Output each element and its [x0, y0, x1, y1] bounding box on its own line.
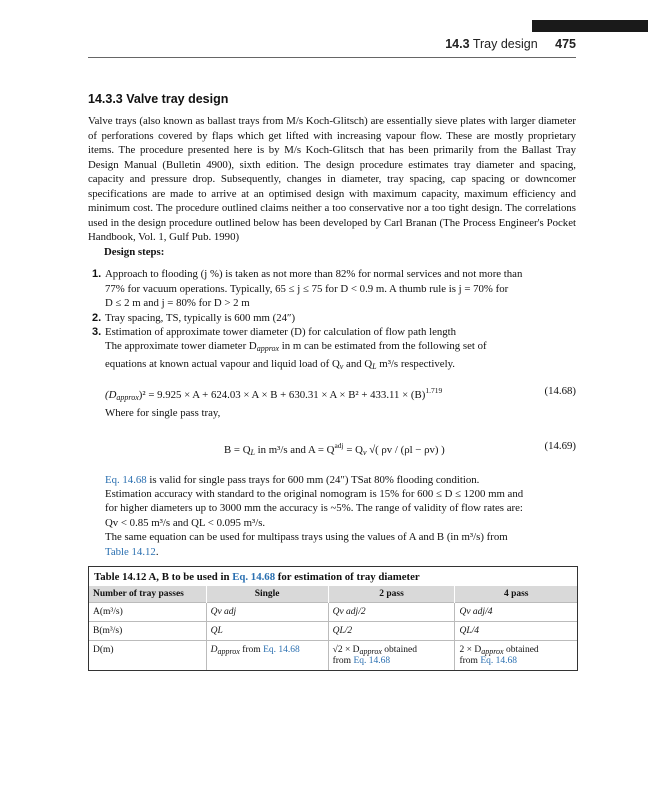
header-section-title: Tray design: [472, 37, 538, 51]
table-14-12: [88, 566, 578, 671]
table-row: B(m³/s) QL QL/2 QL/4: [89, 622, 577, 641]
design-steps-list: [88, 267, 576, 374]
step-2: 2. Tray spacing, TS, typically is 600 mm (24″): [92, 311, 296, 324]
table-title: Table 14.12 A, B to be used in Eq. 14.68 for estimation of tray diameter: [94, 571, 420, 583]
table-row: D(m) $D_{approx}$ from Eq. 14.68 $√2 \times D_{approx}$ obtained from Eq. 14.68 $2 \times D_{approx}$ obtained from Eq. 14.68: [89, 641, 577, 671]
header-rule: [88, 57, 576, 58]
main-content: [88, 92, 576, 559]
equation-14-69: $B = Q_L$ in m³/s and $A = Q^{adj} = Q_v$ √( ρv / (ρl − ρv) ) (14.69): [88, 435, 576, 457]
step-3: 3. Estimation of approximate tower diameter (D) for calculation of flow path length The approximate tower diameter $D_{approx}$ in m can be estimated from the following set of equations at known actual vapour and liquid load of $Q_v$ and $Q_L$ m³/s respectively.: [88, 325, 576, 374]
table-row: A(m³/s) Qv adj Qv adj/2 Qv adj/4: [89, 603, 577, 622]
header-section-number: 14.3: [445, 37, 470, 51]
tray-pass-table: [89, 586, 577, 670]
step-3-description: The approximate tower diameter $D_{approx}$ in m can be estimated from the following set of equations at known actual vapour and liquid load of $Q_v$ and $Q_L$ m³/s respectively.: [105, 340, 487, 371]
eq-link[interactable]: Eq. 14.68: [105, 473, 147, 486]
equation-number: (14.68): [544, 385, 576, 398]
step-1: 1. Approach to flooding (j %) is taken as not more than 82% for normal services and not more than 77% for vacuum operations. Typically, 65 ≤ j ≤ 75 for D < 0.9 m. A thumb rule is j = 70% for D ≤ 2 m and j = 80% for D > 2 m: [92, 268, 523, 310]
intro-paragraph: Valve trays (also known as ballast trays from M/s Koch-Glitsch) are essentially sieve plates with larger diameter of perforations covered by flaps which get lifted with increasing vapour flow. These are mostly proprietary items. The procedure presented here is by M/s Koch-Glitsch that has been primarily from the Ballast Tray Design Manual (Bulletin 4900), sixth edition. The design procedure estimates tray diameter and spacing, capacity and pressure drop. Subsequently, changes in diameter, tray spacing, cap spacing or downcomer specifications are made to arrive at an optimised design with maximum capacity, maximum efficiency and minimum cost. The procedure outlined claims neither a too conservative nor a too tight design. The correlations used in the design procedure outlined below has been developed by Carl Branan (The Process Engineer's Pocket Handbook, Vol. 1, Gulf Pub. 1990): [88, 115, 576, 244]
where-text: Where for single pass tray,: [105, 407, 221, 420]
equation-14-68: $(D_{approx})^2 = 9.925 \times A + 624.03 \times A \times B + 630.31 \times A \times B^2 + 433.11 \times (B)^{1.719}$ (14.68): [88, 380, 576, 402]
section-heading: 14.3.3 Valve tray design: [88, 92, 229, 106]
table-header-row: Number of tray passes Single 2 pass 4 pass: [89, 586, 577, 603]
validity-paragraph: Eq. 14.68 is valid for single pass trays for 600 mm (24″) TSat 80% flooding condition. Estimation accuracy with standard to the original nomogram is 15% for 600 ≤ D ≤ 1200 mm and for higher diameters up to 3000 mm the accuracy is ~5%. The range of validity of flow rates are: Qv < 0.85 m³/s and QL < 0.095 m³/s. The same equation can be used for multipass trays using the values of A and B (in m³/s) from Table 14.12.: [105, 473, 524, 558]
table-link[interactable]: Table 14.12: [105, 545, 156, 558]
running-header: [445, 37, 576, 51]
table-title-link[interactable]: Eq. 14.68: [232, 571, 276, 583]
top-color-bar: [532, 20, 648, 32]
page-number: 475: [555, 37, 576, 51]
equation-number: (14.69): [544, 439, 576, 452]
steps-heading: Design steps:: [104, 245, 165, 258]
